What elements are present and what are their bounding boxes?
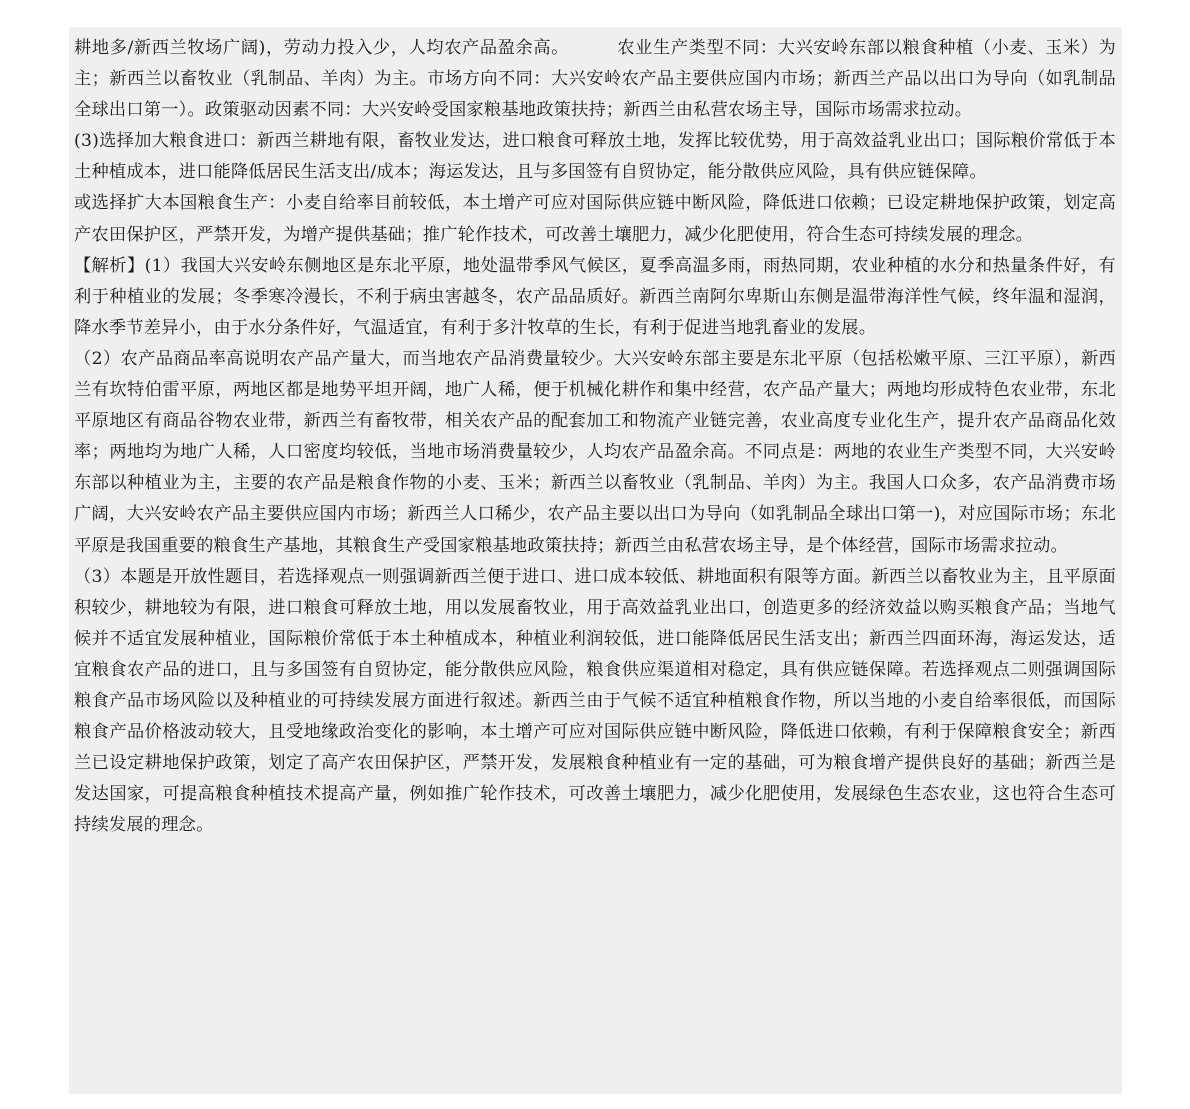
paragraph-analysis-2: （2）农产品商品率高说明农产品产量大，而当地农产品消费量较少。大兴安岭东部主要是东北平原（包括松嫩平原、三江平原），新西兰有坎特伯雷平原，两地区都是地势平坦开阔，地广人稀，便于机械化耕作和集中经营，农产品产量大；两地均形成特色农业带，东北平原地区有商品谷物农业带，新西兰有畜牧带，相关农产品的配套加工和物流产业链完善，农业高度专业化生产，提升农产品商品化效率；两地均为地广人稀，人口密度均较低，当地市场消费量较少，人均农产品盈余高。不同点是：两地的农业生产类型不同，大兴安岭东部以种植业为主，主要的农产品是粮食作物的小麦、玉米；新西兰以畜牧业（乳制品、羊肉）为主。我国人口众多，农产品消费市场广阔，大兴安岭农产品主要供应国内市场；新西兰人口稀少，农产品主要以出口为导向（如乳制品全球出口第一)，对应国际市场；东北平原是我国重要的粮食生产基地，其粮食生产受国家粮基地政策扶持；新西兰由私营农场主导，是个体经营，国际市场需求拉动。 <box>74 348 1116 556</box>
analysis-tag: 【解析】 <box>74 255 145 276</box>
paragraph-comparison-part-a: 耕地多/新西兰牧场广阔)，劳动力投入少，人均农产品盈余高。 <box>74 38 569 58</box>
paragraph-comparison-part-b: 农业生产类型不同：大兴安岭东部以粮食种植（小麦、玉米）为主；新西兰以畜牧业（乳制品、羊肉）为主。市场方向不同：大兴安岭农产品主要供应国内市场；新西兰产品以出口为导向（如乳制品全球出口第一）。政策驱动因素不同：大兴安岭受国家粮基地政策扶持；新西兰由私营农场主导，国际市场需求拉动。 <box>74 38 1116 121</box>
paragraph-comparison <box>74 33 1116 126</box>
paragraph-analysis-1 <box>74 251 1116 344</box>
answer-document <box>69 27 1122 1094</box>
paragraph-analysis-3: （3）本题是开放性题目，若选择观点一则强调新西兰便于进口、进口成本较低、耕地面积有限等方面。新西兰以畜牧业为主，且平原面积较少，耕地较为有限，进口粮食可释放土地，用以发展畜牧业，用于高效益乳业出口，创造更多的经济效益以购买粮食产品；当地气候并不适宜发展种植业，国际粮价常低于本土种植成本，种植业利润较低，进口能降低居民生活支出；新西兰四面环海，海运发达，适宜粮食农产品的进口，且与多国签有自贸协定，能分散供应风险，粮食供应渠道相对稳定，具有供应链保障。若选择观点二则强调国际粮食产品市场风险以及种植业的可持续发展方面进行叙述。新西兰由于气候不适宜种植粮食作物，所以当地的小麦自给率很低，而国际粮食产品价格波动较大，且受地缘政治变化的影响，本土增产可应对国际供应链中断风险，降低进口依赖，有利于保障粮食安全；新西兰已设定耕地保护政策，划定了高产农田保护区，严禁开发，发展粮食种植业有一定的基础，可为粮食增产提供良好的基础；新西兰是发达国家，可提高粮食种植技术提高产量，例如推广轮作技术，可改善土壤肥力，减少化肥使用，发展绿色生态农业，这也符合生态可持续发展的理念。 <box>74 566 1116 836</box>
analysis-1-text: (1）我国大兴安岭东侧地区是东北平原，地处温带季风气候区，夏季高温多雨，雨热同期，农业种植的水分和热量条件好，有利于种植业的发展；冬季寒冷漫长，不利于病虫害越冬，农产品品质好。新西兰南阿尔卑斯山东侧是温带海洋性气候，终年温和湿润，降水季节差异小，由于水分条件好，气温适宜，有利于多汁牧草的生长，有利于促进当地乳畜业的发展。 <box>74 255 1116 338</box>
paragraph-import-option: (3)选择加大粮食进口：新西兰耕地有限，畜牧业发达，进口粮食可释放土地，发挥比较优势，用于高效益乳业出口；国际粮价常低于本土种植成本，进口能降低居民生活支出/成本；海运发达，且与多国签有自贸协定，能分散供应风险，具有供应链保障。 <box>74 131 1116 183</box>
paragraph-production-option: 或选择扩大本国粮食生产：小麦自给率目前较低，本土增产可应对国际供应链中断风险，降低进口依赖；已设定耕地保护政策，划定高产农田保护区，严禁开发，为增产提供基础；推广轮作技术，可改善土壤肥力，减少化肥使用，符合生态可持续发展的理念。 <box>74 193 1116 245</box>
